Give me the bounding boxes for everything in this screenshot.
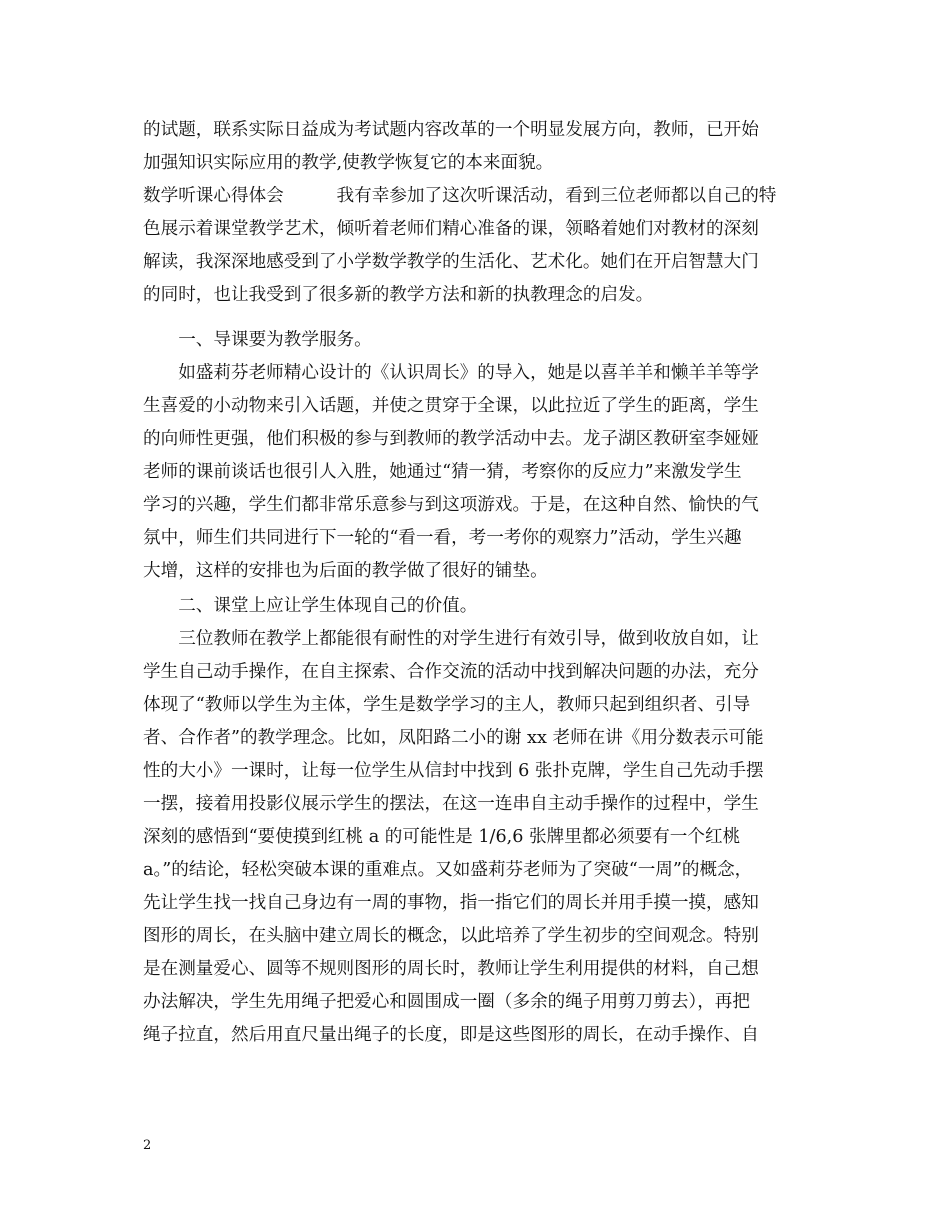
- text-line: 大增，这样的安排也为后面的教学做了很好的铺垫。: [143, 561, 548, 581]
- text-line: 是在测量爱心、圆等不规则图形的周长时，教师让学生利用提供的材料，自己想: [143, 959, 759, 979]
- text-line: a。”的结论，轻松突破本课的重难点。又如盛莉芬老师为了突破“一周”的概念，: [143, 860, 753, 880]
- text-line: 一摆，接着用投影仪展示学生的摆法，在这一连串自主动手操作的过程中，学生: [143, 794, 759, 814]
- text-line: 的试题，联系实际日益成为考试题内容改革的一个明显发展方向，教师，已开始: [143, 120, 759, 140]
- text-line: 学生自己动手操作，在自主探索、合作交流的活动中找到解决问题的办法，充分: [143, 662, 759, 682]
- text-line: 先让学生找一找自己身边有一周的事物，指一指它们的周长并用手摸一摸，感知: [143, 893, 759, 913]
- text-line: 老师的课前谈话也很引人入胜，她通过“猜一猜，考察你的反应力”来激发学生: [143, 462, 742, 482]
- text-line: 数学听课心得体会 我有幸参加了这次听课活动，看到三位老师都以自己的特: [143, 186, 777, 206]
- text-line: 的向师性更强，他们积极的参与到教师的教学活动中去。龙子湖区教研室李娅娅: [143, 429, 759, 449]
- text-line: 色展示着课堂教学艺术，倾听着老师们精心准备的课，领略着她们对教材的深刻: [143, 219, 759, 239]
- text-line: 如盛莉芬老师精心设计的《认识周长》的导入，她是以喜羊羊和懒羊羊等学: [143, 363, 759, 383]
- section-heading: 一、导课要为教学服务。: [143, 330, 372, 350]
- text-line: 三位教师在教学上都能很有耐性的对学生进行有效引导，做到收放自如，让: [143, 629, 759, 649]
- text-line: 者、合作者”的教学理念。比如，凤阳路二小的谢 xx 老师在讲《用分数表示可能: [143, 728, 764, 748]
- page-number: 2: [143, 1138, 152, 1153]
- text-line: 绳子拉直，然后用直尺量出绳子的长度，即是这些图形的周长，在动手操作、自: [143, 1025, 759, 1045]
- text-line: 体现了“教师以学生为主体，学生是数学学习的主人，教师只起到组织者、引导: [143, 695, 751, 715]
- text-line: 学习的兴趣，学生们都非常乐意参与到这项游戏。于是，在这种自然、愉快的气: [143, 495, 759, 515]
- text-line: 办法解决，学生先用绳子把爱心和圆围成一圈（多余的绳子用剪刀剪去），再把: [143, 992, 750, 1012]
- text-line: 生喜爱的小动物来引入话题，并使之贯穿于全课，以此拉近了学生的距离，学生: [143, 396, 759, 416]
- section-heading: 二、课堂上应让学生体现自己的价值。: [143, 596, 478, 616]
- text-line: 解读，我深深地感受到了小学数学教学的生活化、艺术化。她们在开启智慧大门: [143, 252, 759, 272]
- text-line: 氛中，师生们共同进行下一轮的“看一看，考一考你的观察力”活动，学生兴趣: [143, 528, 742, 548]
- text-line: 深刻的感悟到“要使摸到红桃 a 的可能性是 1/6,6 张牌里都必须要有一个红桃: [143, 827, 741, 847]
- text-line: 性的大小》一课时，让每一位学生从信封中找到 6 张扑克牌，学生自己先动手摆: [143, 761, 764, 781]
- text-line: 图形的周长，在头脑中建立周长的概念，以此培养了学生初步的空间观念。特别: [143, 926, 759, 946]
- text-line: 的同时，也让我受到了很多新的教学方法和新的执教理念的启发。: [143, 285, 654, 305]
- text-line: 加强知识实际应用的教学,使教学恢复它的本来面貌。: [143, 153, 554, 173]
